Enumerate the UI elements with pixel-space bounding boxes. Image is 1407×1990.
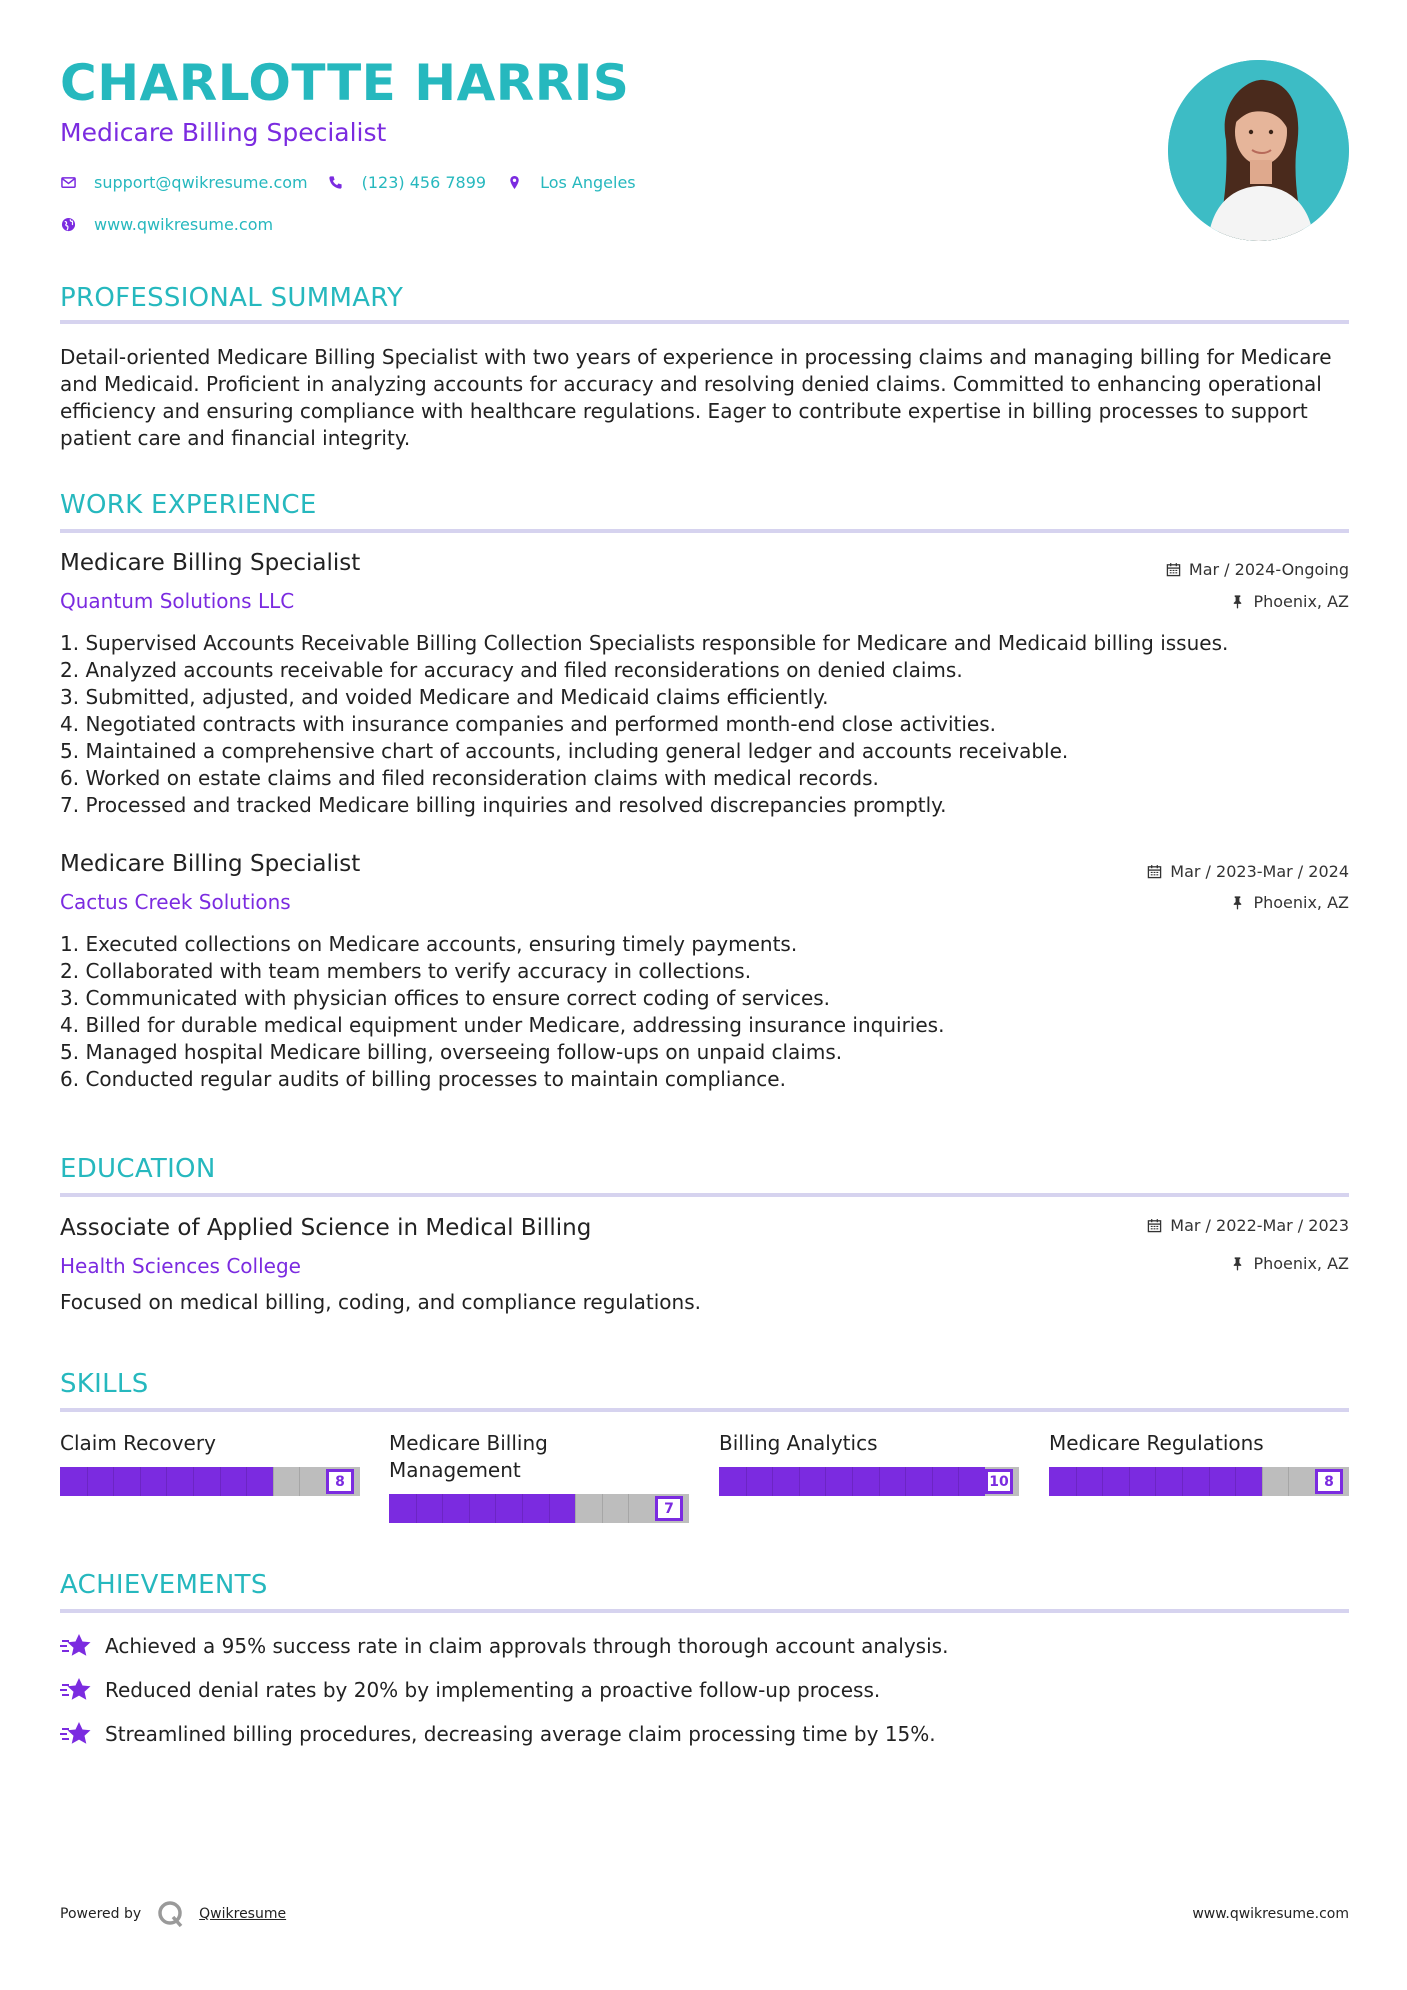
job-location-text: Phoenix, AZ bbox=[1253, 592, 1349, 611]
skill-segment-divider bbox=[522, 1494, 523, 1523]
list-item: 5. Managed hospital Medicare billing, overseeing follow-ups on unpaid claims. bbox=[60, 1040, 843, 1064]
contact-phone[interactable] bbox=[328, 173, 486, 192]
education-heading: EDUCATION bbox=[60, 1154, 216, 1184]
skill-segment-divider bbox=[246, 1467, 247, 1496]
list-item: 6. Conducted regular audits of billing processes to maintain compliance. bbox=[60, 1067, 786, 1091]
skill-segment-divider bbox=[166, 1467, 167, 1496]
contact-website[interactable] bbox=[60, 215, 273, 234]
skill-score: 8 bbox=[1315, 1469, 1343, 1494]
section-divider bbox=[60, 529, 1349, 533]
skill-segment-divider bbox=[549, 1494, 550, 1523]
skill-name: Claim Recovery bbox=[60, 1431, 216, 1455]
skills-heading: SKILLS bbox=[60, 1369, 149, 1399]
skill-segment-divider bbox=[1235, 1467, 1236, 1496]
skill-segment-divider bbox=[140, 1467, 141, 1496]
pushpin-icon bbox=[1230, 895, 1245, 910]
achievement-text: Reduced denial rates by 20% by implementing a proactive follow-up process. bbox=[105, 1677, 881, 1702]
skill-segment-divider bbox=[825, 1467, 826, 1496]
skill-track bbox=[1049, 1467, 1349, 1496]
contact-email[interactable] bbox=[60, 173, 308, 192]
education-dates bbox=[1147, 1216, 1349, 1235]
summary-heading: PROFESSIONAL SUMMARY bbox=[60, 283, 404, 313]
pushpin-icon bbox=[1230, 594, 1245, 609]
candidate-title: Medicare Billing Specialist bbox=[60, 118, 387, 147]
star-icon bbox=[60, 1632, 92, 1660]
profile-photo bbox=[1168, 60, 1349, 241]
skill-segment-divider bbox=[746, 1467, 747, 1496]
job-location bbox=[1230, 592, 1349, 611]
summary-text: Detail-oriented Medicare Billing Specialist with two years of experience in processing claims and managing billing for Medicare and Medicaid. Proficient in analyzing accounts for accuracy and resolving denied claims. Committed to enhancing operational efficiency and ensuring compliance with healthcare regulations. Eager to contribute expertise in billing processes to support patient care and financial integrity. bbox=[60, 345, 1332, 450]
skill-track bbox=[60, 1467, 360, 1496]
section-divider bbox=[60, 320, 1349, 324]
skill-segment-divider bbox=[1102, 1467, 1103, 1496]
skill-segment-divider bbox=[1155, 1467, 1156, 1496]
skill-segment-divider bbox=[113, 1467, 114, 1496]
list-item: 1. Executed collections on Medicare accounts, ensuring timely payments. bbox=[60, 932, 798, 956]
education-school: Health Sciences College bbox=[60, 1254, 301, 1278]
skill-bar bbox=[1049, 1467, 1349, 1496]
job-company: Quantum Solutions LLC bbox=[60, 589, 295, 613]
achievement-text: Streamlined billing procedures, decreasing average claim processing time by 15%. bbox=[105, 1721, 936, 1746]
qwikresume-logo-icon bbox=[157, 1900, 185, 1928]
skill-bar bbox=[389, 1494, 689, 1523]
skill-segment-divider bbox=[442, 1494, 443, 1523]
section-divider bbox=[60, 1609, 1349, 1613]
skill-score: 8 bbox=[326, 1469, 354, 1494]
skill-name: Medicare Regulations bbox=[1049, 1431, 1264, 1455]
list-item: 4. Billed for durable medical equipment under Medicare, addressing insurance inquiries. bbox=[60, 1013, 945, 1037]
skill-track bbox=[719, 1467, 1019, 1496]
map-pin-icon bbox=[506, 175, 522, 191]
skill-segment-divider bbox=[1129, 1467, 1130, 1496]
skill-segment-divider bbox=[273, 1467, 274, 1496]
list-item: 2. Analyzed accounts receivable for accuracy and filed reconsiderations on denied claims. bbox=[60, 658, 963, 682]
skill-segment-divider bbox=[1182, 1467, 1183, 1496]
pushpin-icon bbox=[1230, 1256, 1245, 1271]
skill-segment-divider bbox=[602, 1494, 603, 1523]
candidate-name: CHARLOTTE HARRIS bbox=[60, 54, 630, 112]
email-text: support@qwikresume.com bbox=[94, 173, 308, 192]
skill-segment-divider bbox=[1076, 1467, 1077, 1496]
skill-score: 10 bbox=[985, 1469, 1013, 1494]
education-description: Focused on medical billing, coding, and compliance regulations. bbox=[60, 1290, 701, 1314]
list-item: 3. Submitted, adjusted, and voided Medicare and Medicaid claims efficiently. bbox=[60, 685, 829, 709]
job-role: Medicare Billing Specialist bbox=[60, 851, 361, 877]
achievement-item bbox=[60, 1632, 948, 1660]
job-dates bbox=[1147, 862, 1349, 881]
achievements-heading: ACHIEVEMENTS bbox=[60, 1570, 268, 1600]
phone-text: (123) 456 7899 bbox=[361, 173, 487, 192]
list-item: 5. Maintained a comprehensive chart of accounts, including general ledger and accounts receivable. bbox=[60, 739, 1069, 763]
contact-row-website bbox=[60, 215, 293, 234]
skill-segment-divider bbox=[220, 1467, 221, 1496]
skill-bar bbox=[719, 1467, 1019, 1496]
achievement-item bbox=[60, 1720, 936, 1748]
skill-track bbox=[389, 1494, 689, 1523]
skill-segment-divider bbox=[1262, 1467, 1263, 1496]
location-text: Los Angeles bbox=[540, 173, 636, 192]
skill-segment-divider bbox=[799, 1467, 800, 1496]
list-item: 2. Collaborated with team members to verify accuracy in collections. bbox=[60, 959, 752, 983]
skill-segment-divider bbox=[193, 1467, 194, 1496]
education-dates-text: Mar / 2022-Mar / 2023 bbox=[1170, 1216, 1349, 1235]
skill-score: 7 bbox=[655, 1496, 683, 1521]
skill-segment-divider bbox=[1288, 1467, 1289, 1496]
skill-segment-divider bbox=[932, 1467, 933, 1496]
phone-icon bbox=[328, 175, 344, 191]
section-divider bbox=[60, 1193, 1349, 1197]
footer-website[interactable]: www.qwikresume.com bbox=[1192, 1906, 1349, 1922]
skill-segment-divider bbox=[299, 1467, 300, 1496]
skill-segment-divider bbox=[416, 1494, 417, 1523]
contact-location bbox=[506, 173, 636, 192]
job-company: Cactus Creek Solutions bbox=[60, 890, 291, 914]
skill-segment-divider bbox=[905, 1467, 906, 1496]
skill-bar bbox=[60, 1467, 360, 1496]
list-item: 4. Negotiated contracts with insurance companies and performed month-end close activities. bbox=[60, 712, 996, 736]
list-item: 7. Processed and tracked Medicare billing inquiries and resolved discrepancies promptly. bbox=[60, 793, 947, 817]
skill-segment-divider bbox=[1209, 1467, 1210, 1496]
list-item: 6. Worked on estate claims and filed reconsideration claims with medical records. bbox=[60, 766, 879, 790]
skill-segment-divider bbox=[469, 1494, 470, 1523]
envelope-icon bbox=[60, 175, 76, 191]
powered-by-label: Powered by bbox=[60, 1906, 142, 1922]
skill-segment-divider bbox=[852, 1467, 853, 1496]
achievement-text: Achieved a 95% success rate in claim approvals through thorough account analysis. bbox=[105, 1633, 949, 1658]
skill-segment-divider bbox=[772, 1467, 773, 1496]
job-dates-text: Mar / 2024-Ongoing bbox=[1188, 560, 1349, 579]
footer-brand-link[interactable]: Qwikresume bbox=[199, 1906, 287, 1922]
education-location-text: Phoenix, AZ bbox=[1253, 1254, 1349, 1273]
achievement-item bbox=[60, 1676, 880, 1704]
section-divider bbox=[60, 1408, 1349, 1412]
star-icon bbox=[60, 1720, 92, 1748]
skill-segment-divider bbox=[495, 1494, 496, 1523]
job-dates bbox=[1166, 560, 1349, 579]
star-icon bbox=[60, 1676, 92, 1704]
calendar-icon bbox=[1147, 1218, 1162, 1233]
job-bullets bbox=[60, 630, 1350, 819]
job-bullets bbox=[60, 931, 1350, 1093]
job-location bbox=[1230, 893, 1349, 912]
calendar-icon bbox=[1166, 562, 1181, 577]
skill-segment-divider bbox=[879, 1467, 880, 1496]
skill-segment-divider bbox=[87, 1467, 88, 1496]
skill-segment-divider bbox=[628, 1494, 629, 1523]
job-dates-text: Mar / 2023-Mar / 2024 bbox=[1170, 862, 1349, 881]
calendar-icon bbox=[1147, 864, 1162, 879]
job-location-text: Phoenix, AZ bbox=[1253, 893, 1349, 912]
job-role: Medicare Billing Specialist bbox=[60, 550, 361, 576]
globe-icon bbox=[60, 217, 76, 233]
education-location bbox=[1230, 1254, 1349, 1273]
skill-name: Medicare Billing Management bbox=[389, 1431, 548, 1482]
list-item: 3. Communicated with physician offices to ensure correct coding of services. bbox=[60, 986, 831, 1010]
footer-powered-by bbox=[60, 1900, 286, 1928]
skill-segment-divider bbox=[958, 1467, 959, 1496]
experience-heading: WORK EXPERIENCE bbox=[60, 490, 317, 520]
skill-segment-divider bbox=[575, 1494, 576, 1523]
contact-row bbox=[60, 173, 656, 192]
skill-name: Billing Analytics bbox=[719, 1431, 878, 1455]
education-degree: Associate of Applied Science in Medical Billing bbox=[60, 1215, 592, 1241]
website-text: www.qwikresume.com bbox=[94, 215, 274, 234]
list-item: 1. Supervised Accounts Receivable Billing Collection Specialists responsible for Medicare and Medicaid billing issues. bbox=[60, 631, 1229, 655]
